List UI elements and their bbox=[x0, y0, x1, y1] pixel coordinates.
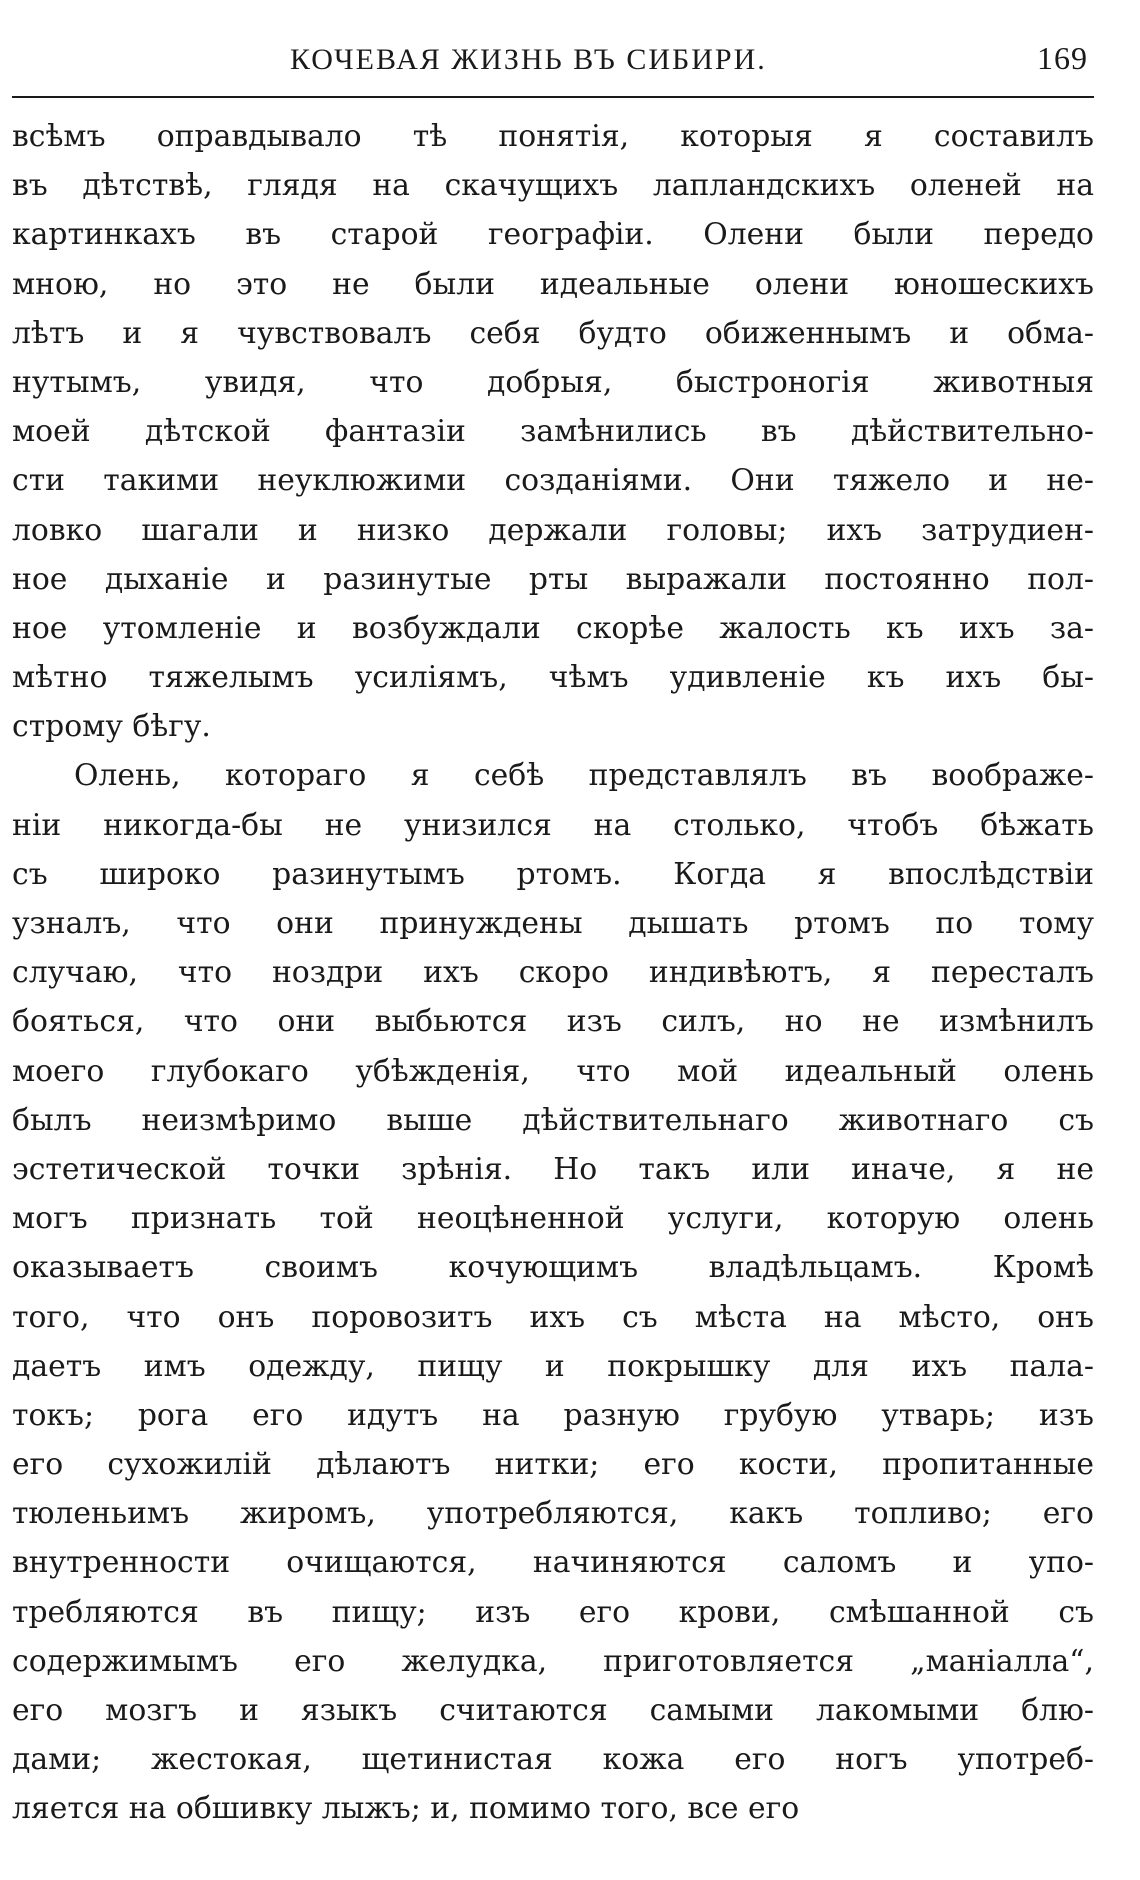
text-line: всѣмъ оправдывало тѣ понятія, которыя я составилъ bbox=[12, 119, 1094, 154]
running-title: КОЧЕВАЯ ЖИЗНЬ ВЪ СИБИРИ. bbox=[290, 43, 767, 76]
body-text bbox=[12, 112, 1094, 1834]
text-line: внутренности очищаются, начиняются саломъ и упо- bbox=[12, 1545, 1094, 1581]
text-line: того, что онъ поровозитъ ихъ съ мѣста на мѣсто, онъ bbox=[12, 1299, 1094, 1335]
text-line: моего глубокаго убѣжденія, что мой идеальный олень bbox=[12, 1053, 1094, 1089]
text-line: Олень, котораго я себѣ представлялъ въ воображе- bbox=[74, 758, 1094, 794]
text-line: сти такими неуклюжими созданіями. Они тяжело и не- bbox=[12, 463, 1094, 499]
text-line: тюленьимъ жиромъ, употребляются, какъ топливо; его bbox=[12, 1496, 1094, 1532]
text-line: ное утомленіе и возбуждали скорѣе жалость къ ихъ за- bbox=[12, 610, 1094, 646]
text-line: въ дѣтствѣ, глядя на скачущихъ лапландскихъ оленей на bbox=[12, 168, 1094, 204]
text-line: могъ признать той неоцѣненной услуги, которую олень bbox=[12, 1201, 1094, 1237]
text-line: ляется на обшивку лыжъ; и, помимо того, все его bbox=[12, 1791, 800, 1827]
text-line: содержимымъ его желудка, приготовляется „маніалла“, bbox=[12, 1643, 1094, 1679]
text-line: оказываетъ своимъ кочующимъ владѣльцамъ. Кромѣ bbox=[12, 1250, 1094, 1286]
text-line: токъ; рога его идутъ на разную грубую утварь; изъ bbox=[12, 1397, 1094, 1433]
text-line: ловко шагали и низко держали головы; ихъ затрудиен- bbox=[12, 512, 1094, 548]
text-line: съ широко разинутымъ ртомъ. Когда я впослѣдствіи bbox=[12, 856, 1094, 892]
text-line: лѣтъ и я чувствовалъ себя будто обиженнымъ и обма- bbox=[12, 315, 1094, 351]
page-number: 169 bbox=[1037, 40, 1088, 76]
text-line: узналъ, что они принуждены дышать ртомъ по тому bbox=[12, 906, 1094, 941]
header-rule bbox=[12, 96, 1094, 98]
running-head bbox=[12, 40, 1094, 86]
text-line: моей дѣтской фантазіи замѣнились въ дѣйствительно- bbox=[12, 414, 1094, 450]
text-line: былъ неизмѣримо выше дѣйствительнаго животнаго съ bbox=[12, 1102, 1094, 1138]
text-line: ніи никогда-бы не унизился на столько, чтобъ бѣжать bbox=[12, 807, 1094, 843]
text-line: случаю, что ноздри ихъ скоро индивѣютъ, я пересталъ bbox=[12, 955, 1094, 991]
text-line: эстетической точки зрѣнія. Но такъ или иначе, я не bbox=[12, 1151, 1094, 1187]
text-line: картинкахъ въ старой географіи. Олени были передо bbox=[12, 217, 1094, 253]
text-line: требляются въ пищу; изъ его крови, смѣшанной съ bbox=[12, 1594, 1094, 1630]
text-line: дами; жестокая, щетинистая кожа его ногъ употреб- bbox=[12, 1742, 1094, 1778]
paragraph bbox=[12, 751, 1094, 1833]
text-line: бояться, что они выбьются изъ силъ, но не измѣнилъ bbox=[12, 1004, 1094, 1040]
text-line: мѣтно тяжелымъ усиліямъ, чѣмъ удивленіе къ ихъ бы- bbox=[12, 660, 1094, 696]
text-line: его сухожилій дѣлаютъ нитки; его кости, пропитанные bbox=[12, 1447, 1094, 1483]
text-line: строму бѣгу. bbox=[12, 709, 211, 745]
text-line: даетъ имъ одежду, пищу и покрышку для ихъ пала- bbox=[12, 1348, 1094, 1384]
text-line: нутымъ, увидя, что добрыя, быстроногія животныя bbox=[12, 364, 1094, 400]
text-line: мною, но это не были идеальные олени юношескихъ bbox=[12, 266, 1094, 302]
text-line: ное дыханіе и разинутые рты выражали постоянно пол- bbox=[12, 561, 1094, 597]
paragraph bbox=[12, 112, 1094, 751]
book-page bbox=[12, 40, 1094, 1834]
text-line: его мозгъ и языкъ считаются самыми лакомыми блю- bbox=[12, 1693, 1094, 1728]
